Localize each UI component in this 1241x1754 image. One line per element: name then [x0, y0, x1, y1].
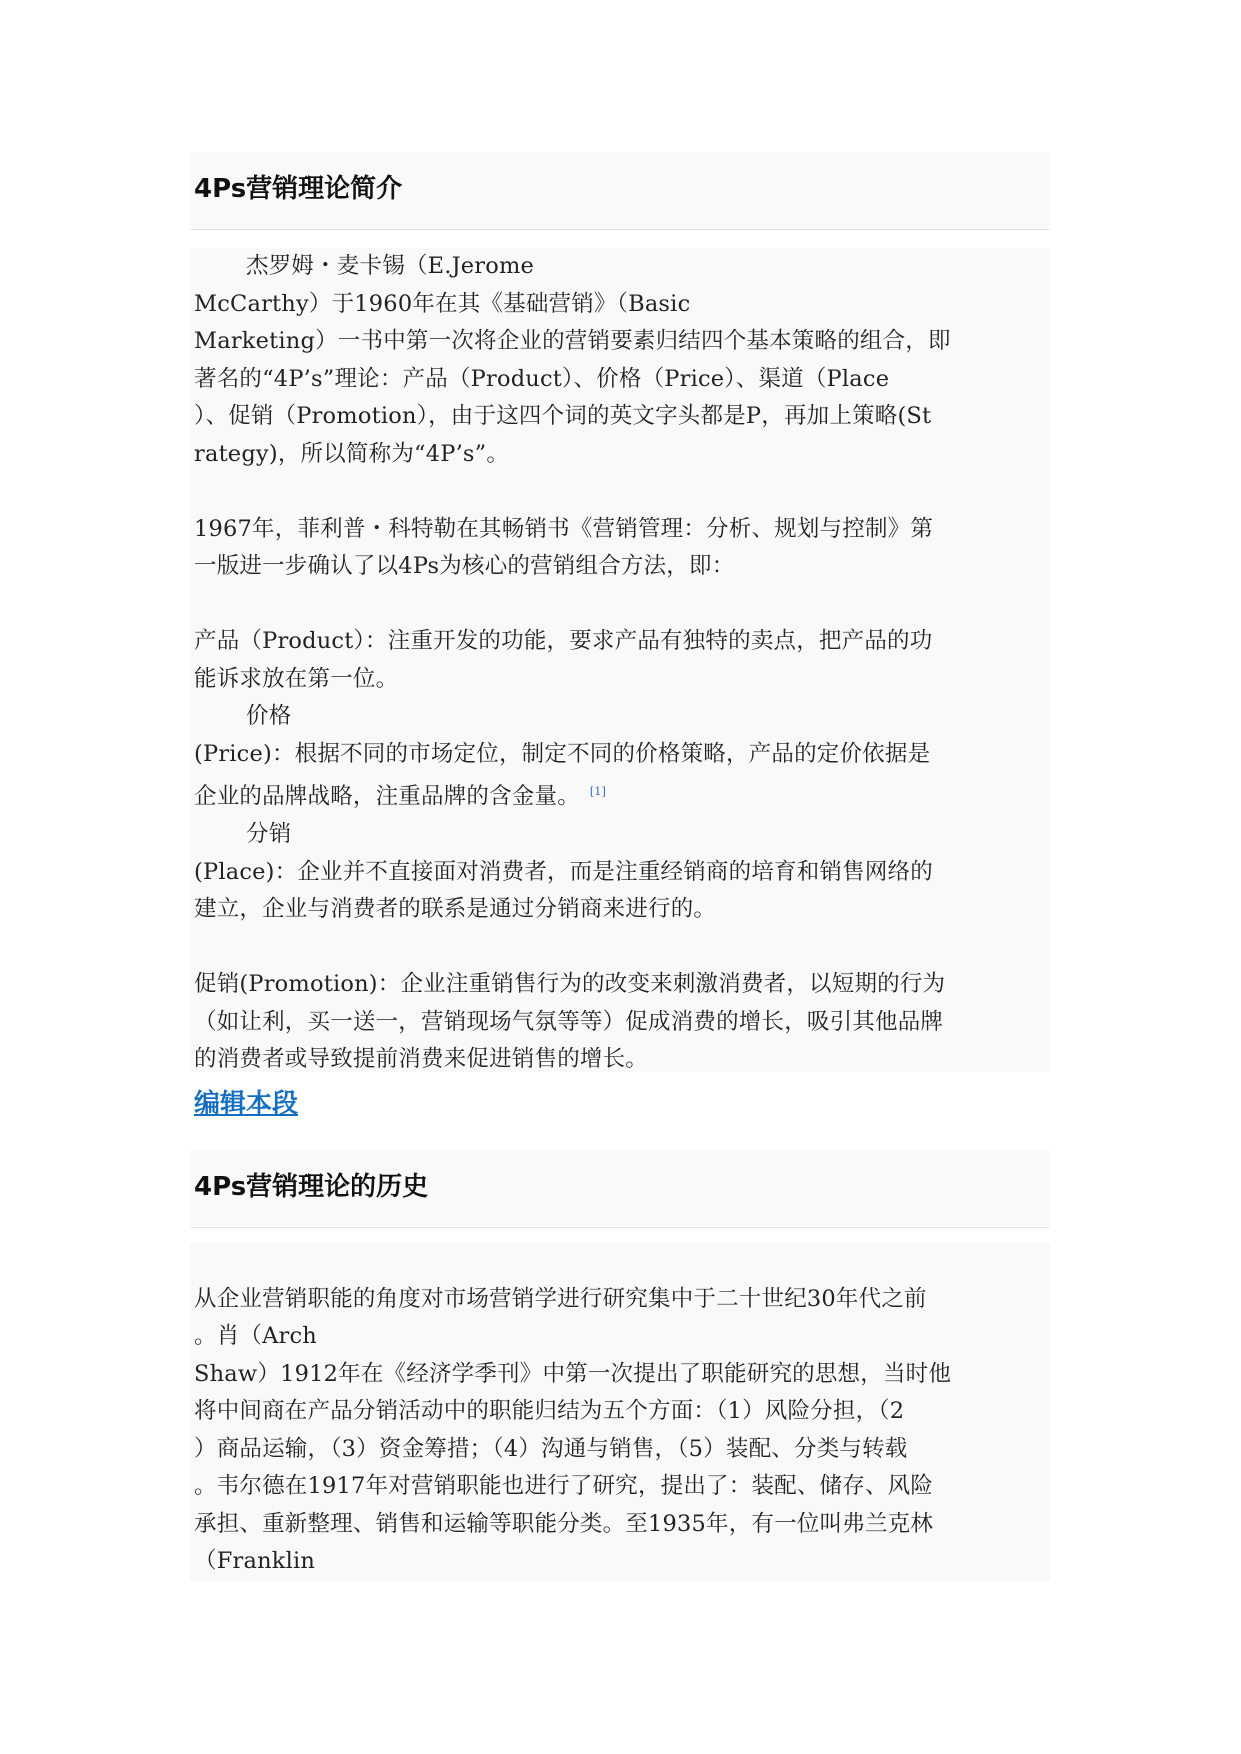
paragraph-line: 。肖（Arch: [194, 1323, 317, 1349]
blank-line: [194, 1243, 1044, 1281]
paragraph-line: McCarthy）于1960年在其《基础营销》（Basic: [194, 290, 691, 317]
paragraph-line: 建立，企业与消费者的联系是通过分销商来进行的。: [194, 896, 717, 922]
paragraph-text: 企业的品牌战略，注重品牌的含金量。: [194, 783, 580, 810]
paragraph-line: （如让利，买一送一，营销现场气氛等等）促成消费的增长，吸引其他品牌: [194, 1008, 944, 1035]
paragraph-line: 产品（Product）：注重开发的功能，要求产品有独特的卖点，把产品的功: [194, 628, 933, 654]
paragraph-line: 的消费者或导致提前消费来促进销售的增长。: [194, 1046, 649, 1072]
paragraph-line: （Franklin: [194, 1548, 316, 1574]
paragraph-line: 著名的“4P’s”理论：产品（Product）、价格（Price）、渠道（Place: [194, 365, 890, 392]
heading-divider: [190, 1227, 1050, 1228]
section-title-intro: 4Ps营销理论简介: [194, 174, 403, 204]
paragraph-line: 促销(Promotion)：企业注重销售行为的改变来刺激消费者，以短期的行为: [194, 971, 946, 997]
heading-divider: [190, 229, 1050, 230]
paragraph-line: Marketing）一书中第一次将企业的营销要素归结四个基本策略的组合，即: [194, 328, 951, 354]
paragraph-line: 从企业营销职能的角度对市场营销学进行研究集中于二十世纪30年代之前: [194, 1285, 927, 1312]
paragraph-line: 将中间商在产品分销活动中的职能归结为五个方面：（1）风险分担，（2: [194, 1398, 905, 1424]
blank-line: [194, 473, 1044, 511]
paragraph-line: 杰罗姆・麦卡锡（E.Jerome: [246, 253, 535, 279]
paragraph-line: [194, 773, 1044, 816]
paragraph-line: 价格: [246, 703, 292, 729]
paragraph-line: 承担、重新整理、销售和运输等职能分类。至1935年，有一位叫弗兰克林: [194, 1510, 934, 1537]
reference-link[interactable]: [1]: [589, 785, 607, 798]
paragraph-line: (Price)：根据不同的市场定位，制定不同的价格策略，产品的定价依据是: [194, 740, 931, 767]
paragraph-line: 分销: [246, 821, 292, 847]
section-content-intro: [190, 248, 1050, 1072]
section-heading-box: [190, 1150, 1050, 1226]
blank-line: [194, 929, 1044, 967]
paragraph-line: rategy)，所以简称为“4P’s”。: [194, 440, 510, 467]
paragraph-line: 。韦尔德在1917年对营销职能也进行了研究，提出了：装配、储存、风险: [194, 1473, 934, 1499]
blank-line: [194, 586, 1044, 624]
paragraph-line: 1967年，菲利普・科特勒在其畅销书《营销管理：分析、规划与控制》第: [194, 515, 934, 542]
paragraph-line: 一版进一步确认了以4Ps为核心的营销组合方法，即：: [194, 553, 735, 579]
section-title-history: 4Ps营销理论的历史: [194, 1172, 429, 1202]
paragraph-line: (Place)：企业并不直接面对消费者，而是注重经销商的培育和销售网络的: [194, 858, 933, 885]
paragraph-line: 能诉求放在第一位。: [194, 665, 399, 692]
section-heading-box: [190, 152, 1050, 228]
paragraph-line: ）、促销（Promotion），由于这四个词的英文字头都是P，再加上策略(St: [194, 403, 932, 429]
paragraph-line: Shaw）1912年在《经济学季刊》中第一次提出了职能研究的思想，当时他: [194, 1360, 952, 1387]
edit-section-link[interactable]: 编辑本段: [194, 1089, 299, 1119]
section-content-history: [190, 1243, 1050, 1581]
paragraph-line: ）商品运输，（3）资金筹措；（4）沟通与销售，（5）装配、分类与转载: [194, 1435, 908, 1462]
